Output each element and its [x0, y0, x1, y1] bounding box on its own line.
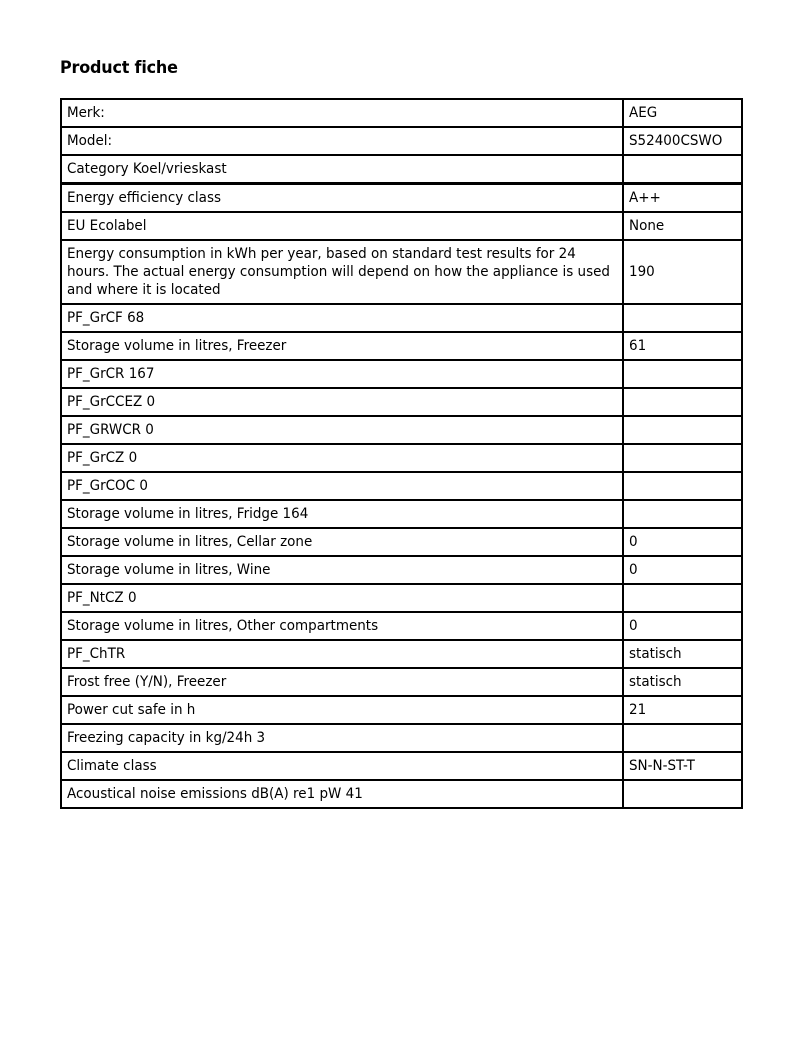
row-value-cell — [623, 155, 742, 184]
row-label-cell — [61, 556, 623, 584]
row-value: AEG — [629, 105, 658, 121]
row-label: Merk: — [67, 105, 105, 121]
table-row — [61, 444, 742, 472]
row-label-cell — [61, 127, 623, 155]
row-label-cell — [61, 612, 623, 640]
row-value-cell — [623, 332, 742, 360]
row-value: 0 — [629, 534, 638, 550]
table-row — [61, 528, 742, 556]
product-fiche-table — [60, 98, 743, 809]
row-value-cell — [623, 240, 742, 304]
row-value: S52400CSWO — [629, 133, 723, 149]
table-row — [61, 388, 742, 416]
row-value-cell — [623, 99, 742, 127]
row-value-cell — [623, 388, 742, 416]
row-label: Freezing capacity in kg/24h 3 — [67, 730, 266, 746]
row-label: Acoustical noise emissions dB(A) re1 pW 41 — [67, 786, 363, 802]
row-label-cell — [61, 240, 623, 304]
row-label: Power cut safe in h — [67, 702, 196, 718]
table-row — [61, 696, 742, 724]
row-value: statisch — [629, 674, 682, 690]
row-label-cell — [61, 99, 623, 127]
row-label: PF_GrCF 68 — [67, 310, 145, 326]
row-label-cell — [61, 696, 623, 724]
row-label-cell — [61, 724, 623, 752]
row-value: A++ — [629, 190, 661, 206]
table-row — [61, 584, 742, 612]
row-label-cell — [61, 388, 623, 416]
table-row — [61, 127, 742, 155]
row-label: PF_GRWCR 0 — [67, 422, 154, 438]
row-value-cell — [623, 668, 742, 696]
row-label: Energy efficiency class — [67, 190, 222, 206]
row-value-cell — [623, 640, 742, 668]
table-row — [61, 240, 742, 304]
row-value-cell — [623, 752, 742, 780]
row-value-cell — [623, 556, 742, 584]
row-label: Storage volume in litres, Fridge 164 — [67, 506, 309, 522]
row-label: PF_GrCZ 0 — [67, 450, 138, 466]
row-label-cell — [61, 668, 623, 696]
row-value-cell — [623, 472, 742, 500]
row-label-cell — [61, 472, 623, 500]
row-value-cell — [623, 724, 742, 752]
table-row — [61, 780, 742, 808]
row-label-cell — [61, 444, 623, 472]
row-value: 61 — [629, 338, 647, 354]
row-label: Category Koel/vrieskast — [67, 161, 227, 177]
table-row — [61, 500, 742, 528]
row-label: Storage volume in litres, Cellar zone — [67, 534, 313, 550]
row-value-cell — [623, 304, 742, 332]
row-label: PF_GrCOC 0 — [67, 478, 148, 494]
row-value-cell — [623, 360, 742, 388]
table-row — [61, 752, 742, 780]
row-value-cell — [623, 444, 742, 472]
row-label-cell — [61, 500, 623, 528]
table-row — [61, 360, 742, 388]
row-label-cell — [61, 752, 623, 780]
row-label: Storage volume in litres, Wine — [67, 562, 271, 578]
row-label-cell — [61, 780, 623, 808]
row-label-cell — [61, 416, 623, 444]
row-label-cell — [61, 212, 623, 240]
row-value: 21 — [629, 702, 647, 718]
table-row — [61, 212, 742, 240]
row-value-cell — [623, 416, 742, 444]
row-value: 0 — [629, 618, 638, 634]
table-row — [61, 184, 742, 213]
row-label-cell — [61, 528, 623, 556]
row-label: PF_GrCR 167 — [67, 366, 155, 382]
row-label: Model: — [67, 133, 113, 149]
row-label: Storage volume in litres, Other compartments — [67, 618, 379, 634]
row-label: Climate class — [67, 758, 157, 774]
row-value: None — [629, 218, 665, 234]
row-label-cell — [61, 584, 623, 612]
table-row — [61, 668, 742, 696]
row-label: PF_GrCCEZ 0 — [67, 394, 156, 410]
table-row — [61, 612, 742, 640]
row-label-cell — [61, 640, 623, 668]
row-label-cell — [61, 304, 623, 332]
row-label-cell — [61, 155, 623, 184]
table-row — [61, 99, 742, 127]
row-label-cell — [61, 332, 623, 360]
row-value-cell — [623, 528, 742, 556]
row-label-cell — [61, 184, 623, 213]
row-label-cell — [61, 360, 623, 388]
row-value-cell — [623, 780, 742, 808]
row-label: EU Ecolabel — [67, 218, 147, 234]
row-value-cell — [623, 184, 742, 213]
row-value-cell — [623, 584, 742, 612]
page-title: Product fiche — [60, 58, 178, 78]
table-row — [61, 332, 742, 360]
row-value-cell — [623, 212, 742, 240]
row-label: Frost free (Y/N), Freezer — [67, 674, 227, 690]
row-value-cell — [623, 696, 742, 724]
row-label: Storage volume in litres, Freezer — [67, 338, 287, 354]
row-value: statisch — [629, 646, 682, 662]
row-label: PF_NtCZ 0 — [67, 590, 137, 606]
row-value-cell — [623, 500, 742, 528]
table-row — [61, 724, 742, 752]
table-row — [61, 640, 742, 668]
row-label: PF_ChTR — [67, 646, 126, 662]
table-row — [61, 556, 742, 584]
row-value: 190 — [629, 264, 655, 280]
table-row — [61, 304, 742, 332]
table-row — [61, 155, 742, 184]
table-row — [61, 472, 742, 500]
table-row — [61, 416, 742, 444]
row-label: Energy consumption in kWh per year, based on standard test results for 24 hours. The actual energy consumption will depend on how the appliance is used and where it is located — [67, 246, 610, 298]
row-value: SN-N-ST-T — [629, 758, 695, 774]
row-value-cell — [623, 612, 742, 640]
row-value: 0 — [629, 562, 638, 578]
row-value-cell — [623, 127, 742, 155]
